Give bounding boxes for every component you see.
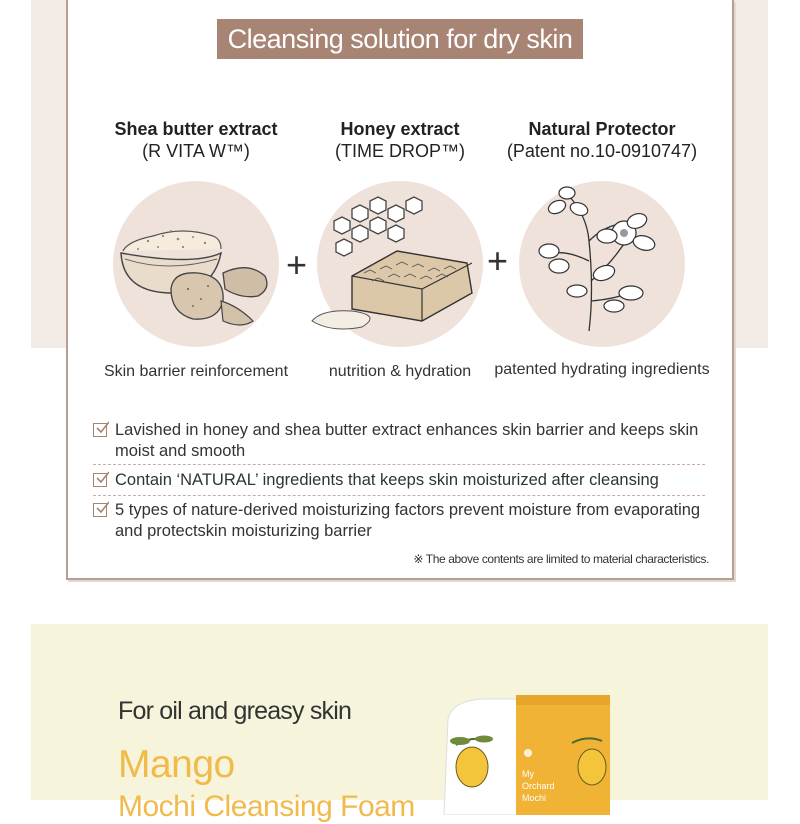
- shea-butter-icon: [113, 181, 279, 347]
- checkbox-icon: [93, 473, 107, 487]
- ingredient-sub: (R VITA W™): [142, 141, 250, 161]
- benefit-item-3: [93, 500, 705, 542]
- ingredient-name: Natural Protector: [528, 119, 676, 139]
- product-title-line2: Mochi Cleansing Foam: [118, 790, 415, 823]
- benefit-text: Contain ‘NATURAL’ ingredients that keeps skin moisturized after cleansing: [115, 471, 659, 489]
- shea-butter-circle: [113, 181, 279, 347]
- ingredient-sub: (Patent no.10-0910747): [506, 141, 698, 161]
- ingredient-3-heading: [492, 118, 712, 162]
- natural-protector-circle: [519, 181, 685, 347]
- ingredient-name: Honey extract: [340, 119, 460, 139]
- honeycomb-icon: [302, 181, 512, 347]
- flower-plant-icon: [519, 181, 685, 347]
- ingredient-2-caption: nutrition & hydration: [328, 363, 472, 380]
- ingredient-3-caption: patented hydrating ingredients: [494, 361, 710, 378]
- product-title: Mango: [118, 743, 235, 786]
- ingredient-name: Shea butter extract: [114, 119, 278, 139]
- ingredient-1-caption: Skin barrier reinforcement: [103, 363, 289, 380]
- plus-sign-2: +: [487, 240, 509, 281]
- ingredient-sub: (TIME DROP™): [335, 141, 465, 161]
- benefit-item-2: [93, 470, 705, 491]
- disclaimer-note: ※ The above contents are limited to material characteristics.: [413, 552, 709, 566]
- divider: [93, 464, 705, 465]
- benefit-item-1: [93, 420, 705, 462]
- plus-sign-1: +: [286, 244, 308, 285]
- honey-circle: [317, 181, 483, 347]
- ingredient-1-heading: [86, 118, 306, 162]
- section-title: Cleansing solution for dry skin: [217, 19, 583, 59]
- checkbox-icon: [93, 503, 107, 517]
- ingredient-2-heading: [290, 118, 510, 162]
- pouch-label-line2: Orchard: [522, 781, 555, 791]
- divider: [93, 495, 705, 496]
- pouch-label-line3: Mochi: [522, 793, 547, 803]
- oily-skin-subtitle: For oil and greasy skin: [118, 697, 352, 725]
- checkbox-icon: [93, 423, 107, 437]
- product-pouch-image: [442, 695, 610, 815]
- benefit-text: Lavished in honey and shea butter extract enhances skin barrier and keeps skin moist and smooth: [115, 421, 699, 460]
- pouch-label-line1: My: [522, 769, 534, 779]
- mango-pouch-icon: [442, 695, 610, 815]
- benefit-text: 5 types of nature-derived moisturizing factors prevent moisture from evaporating and protectskin moisturizing barrier: [115, 501, 701, 540]
